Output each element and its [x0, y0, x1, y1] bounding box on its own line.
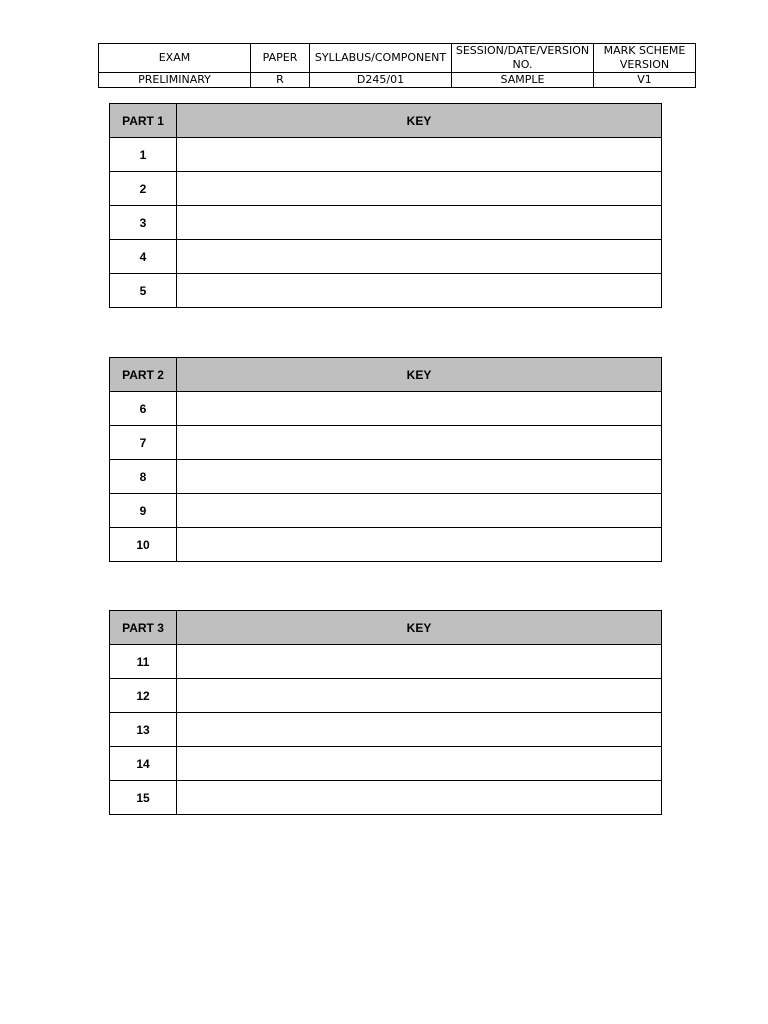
part-2-table — [109, 357, 662, 562]
table-row — [110, 781, 662, 815]
table-row — [110, 274, 662, 308]
header-values-row — [99, 73, 696, 88]
header-value-mark-scheme: V1 — [594, 73, 696, 88]
exam-header-table — [98, 43, 696, 88]
header-label-paper: PAPER — [251, 44, 310, 73]
header-label-syllabus: SYLLABUS/COMPONENT — [310, 44, 452, 73]
question-number: 12 — [110, 679, 177, 713]
question-number: 4 — [110, 240, 177, 274]
question-number: 7 — [110, 426, 177, 460]
answer-key-cell[interactable] — [177, 713, 662, 747]
header-value-session: SAMPLE — [452, 73, 594, 88]
part-2-title: PART 2 — [110, 358, 177, 392]
part-2-key-label: KEY — [177, 358, 662, 392]
question-number: 10 — [110, 528, 177, 562]
question-number: 14 — [110, 747, 177, 781]
part-1-header-row — [110, 104, 662, 138]
answer-key-cell[interactable] — [177, 172, 662, 206]
question-number: 13 — [110, 713, 177, 747]
answer-key-cell[interactable] — [177, 392, 662, 426]
answer-key-cell[interactable] — [177, 781, 662, 815]
question-number: 6 — [110, 392, 177, 426]
part-3-table — [109, 610, 662, 815]
table-row — [110, 645, 662, 679]
answer-key-cell[interactable] — [177, 274, 662, 308]
table-row — [110, 138, 662, 172]
table-row — [110, 460, 662, 494]
part-1-title: PART 1 — [110, 104, 177, 138]
answer-key-cell[interactable] — [177, 494, 662, 528]
answer-key-cell[interactable] — [177, 528, 662, 562]
part-1-table — [109, 103, 662, 308]
table-row — [110, 679, 662, 713]
question-number: 8 — [110, 460, 177, 494]
header-value-syllabus: D245/01 — [310, 73, 452, 88]
answer-key-cell[interactable] — [177, 426, 662, 460]
table-row — [110, 172, 662, 206]
header-label-session: SESSION/DATE/VERSION NO. — [452, 44, 594, 73]
table-row — [110, 206, 662, 240]
answer-key-cell[interactable] — [177, 138, 662, 172]
table-row — [110, 494, 662, 528]
question-number: 15 — [110, 781, 177, 815]
answer-key-cell[interactable] — [177, 747, 662, 781]
table-row — [110, 528, 662, 562]
part-3-key-label: KEY — [177, 611, 662, 645]
answer-key-cell[interactable] — [177, 460, 662, 494]
table-row — [110, 426, 662, 460]
part-3-title: PART 3 — [110, 611, 177, 645]
header-value-paper: R — [251, 73, 310, 88]
answer-key-cell[interactable] — [177, 240, 662, 274]
question-number: 1 — [110, 138, 177, 172]
table-row — [110, 713, 662, 747]
question-number: 9 — [110, 494, 177, 528]
table-row — [110, 392, 662, 426]
question-number: 11 — [110, 645, 177, 679]
table-row — [110, 240, 662, 274]
part-2-header-row — [110, 358, 662, 392]
question-number: 5 — [110, 274, 177, 308]
header-value-exam: PRELIMINARY — [99, 73, 251, 88]
header-label-exam: EXAM — [99, 44, 251, 73]
header-labels-row — [99, 44, 696, 73]
answer-key-cell[interactable] — [177, 645, 662, 679]
table-row — [110, 747, 662, 781]
answer-key-cell[interactable] — [177, 679, 662, 713]
question-number: 2 — [110, 172, 177, 206]
part-1-key-label: KEY — [177, 104, 662, 138]
header-label-mark-scheme: MARK SCHEME VERSION — [594, 44, 696, 73]
question-number: 3 — [110, 206, 177, 240]
part-3-header-row — [110, 611, 662, 645]
answer-key-cell[interactable] — [177, 206, 662, 240]
